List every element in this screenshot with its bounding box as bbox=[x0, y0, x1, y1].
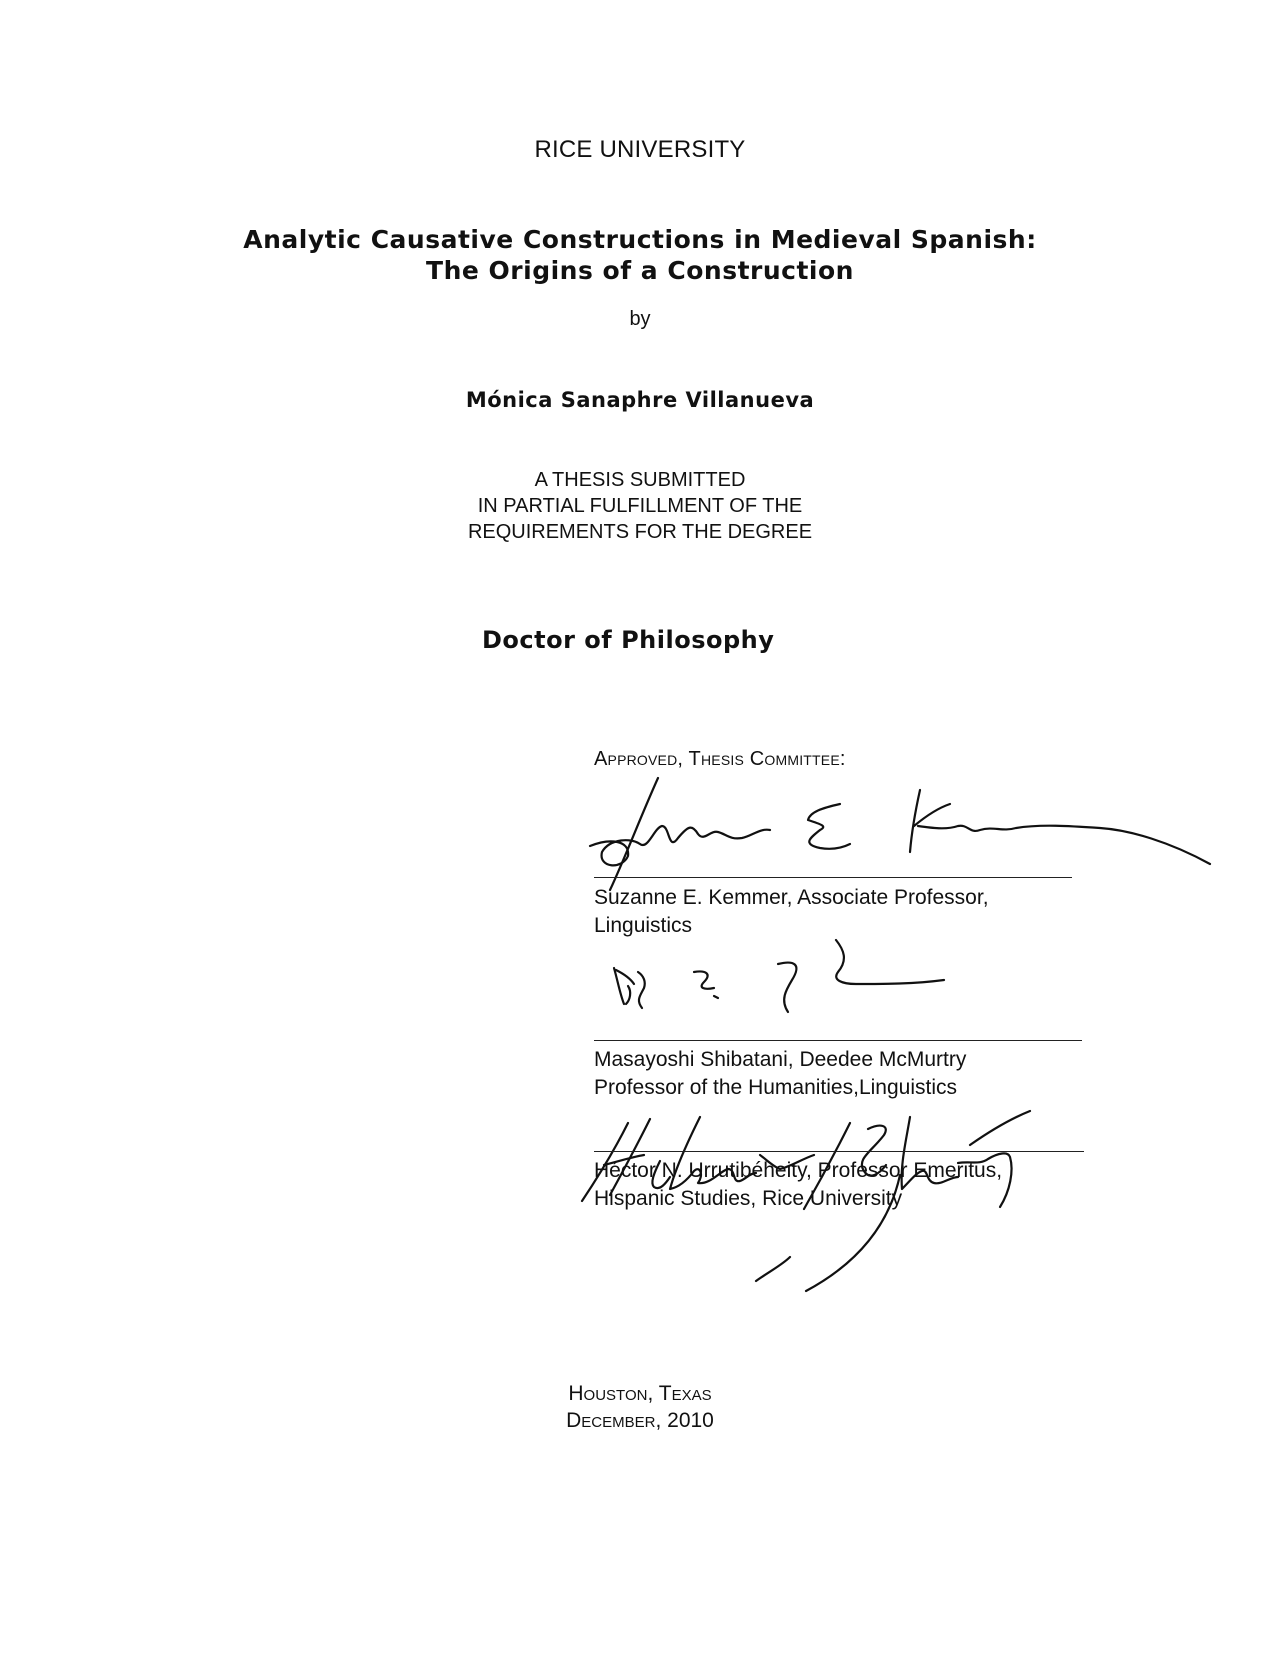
committee-member-1 bbox=[580, 780, 1080, 937]
committee-heading: Approved, Thesis Committee: bbox=[594, 748, 846, 770]
place: Houston, Texas bbox=[568, 1382, 712, 1405]
committee-member-2 bbox=[580, 960, 1080, 1099]
degree-name: Doctor of Philosophy bbox=[482, 626, 775, 654]
university-name: RICE UNIVERSITY bbox=[534, 136, 746, 163]
thesis-title-line-2: The Origins of a Construction bbox=[426, 256, 854, 285]
by-label: by bbox=[629, 308, 651, 330]
member-3-name: Héctor N. Urrutibéheity, Professor Emeritus, bbox=[594, 1159, 1003, 1182]
member-2-title: Professor of the Humanities,Linguistics bbox=[594, 1076, 957, 1099]
submission-line-1: A THESIS SUBMITTED bbox=[534, 469, 746, 491]
member-3-department: Hispanic Studies, Rice University bbox=[594, 1187, 903, 1210]
submission-statement bbox=[0, 467, 1280, 545]
signature-kemmer-icon bbox=[570, 768, 1230, 898]
date: December, 2010 bbox=[566, 1409, 714, 1432]
signature-shibatani-icon bbox=[594, 934, 1014, 1034]
signature-line-3 bbox=[594, 1151, 1084, 1152]
member-1-name: Suzanne E. Kemmer, Associate Professor, bbox=[594, 886, 989, 909]
member-1-department: Linguistics bbox=[594, 914, 693, 937]
thesis-title-line-1: Analytic Causative Constructions in Medieval Spanish: bbox=[243, 225, 1037, 254]
member-1-text bbox=[594, 884, 989, 940]
member-3-text bbox=[594, 1157, 1002, 1213]
signature-line-2 bbox=[594, 1040, 1082, 1041]
member-2-text bbox=[594, 1046, 966, 1102]
submission-line-2: IN PARTIAL FULFILLMENT OF THE bbox=[477, 495, 803, 517]
place-and-date bbox=[0, 1380, 1280, 1434]
member-2-name: Masayoshi Shibatani, Deedee McMurtry bbox=[594, 1048, 967, 1071]
submission-line-3: REQUIREMENTS FOR THE DEGREE bbox=[467, 521, 813, 543]
committee-member-3 bbox=[580, 1115, 1080, 1295]
signature-line-1 bbox=[594, 877, 1072, 878]
thesis-title bbox=[0, 224, 1280, 286]
author-name: Mónica Sanaphre Villanueva bbox=[465, 388, 815, 412]
